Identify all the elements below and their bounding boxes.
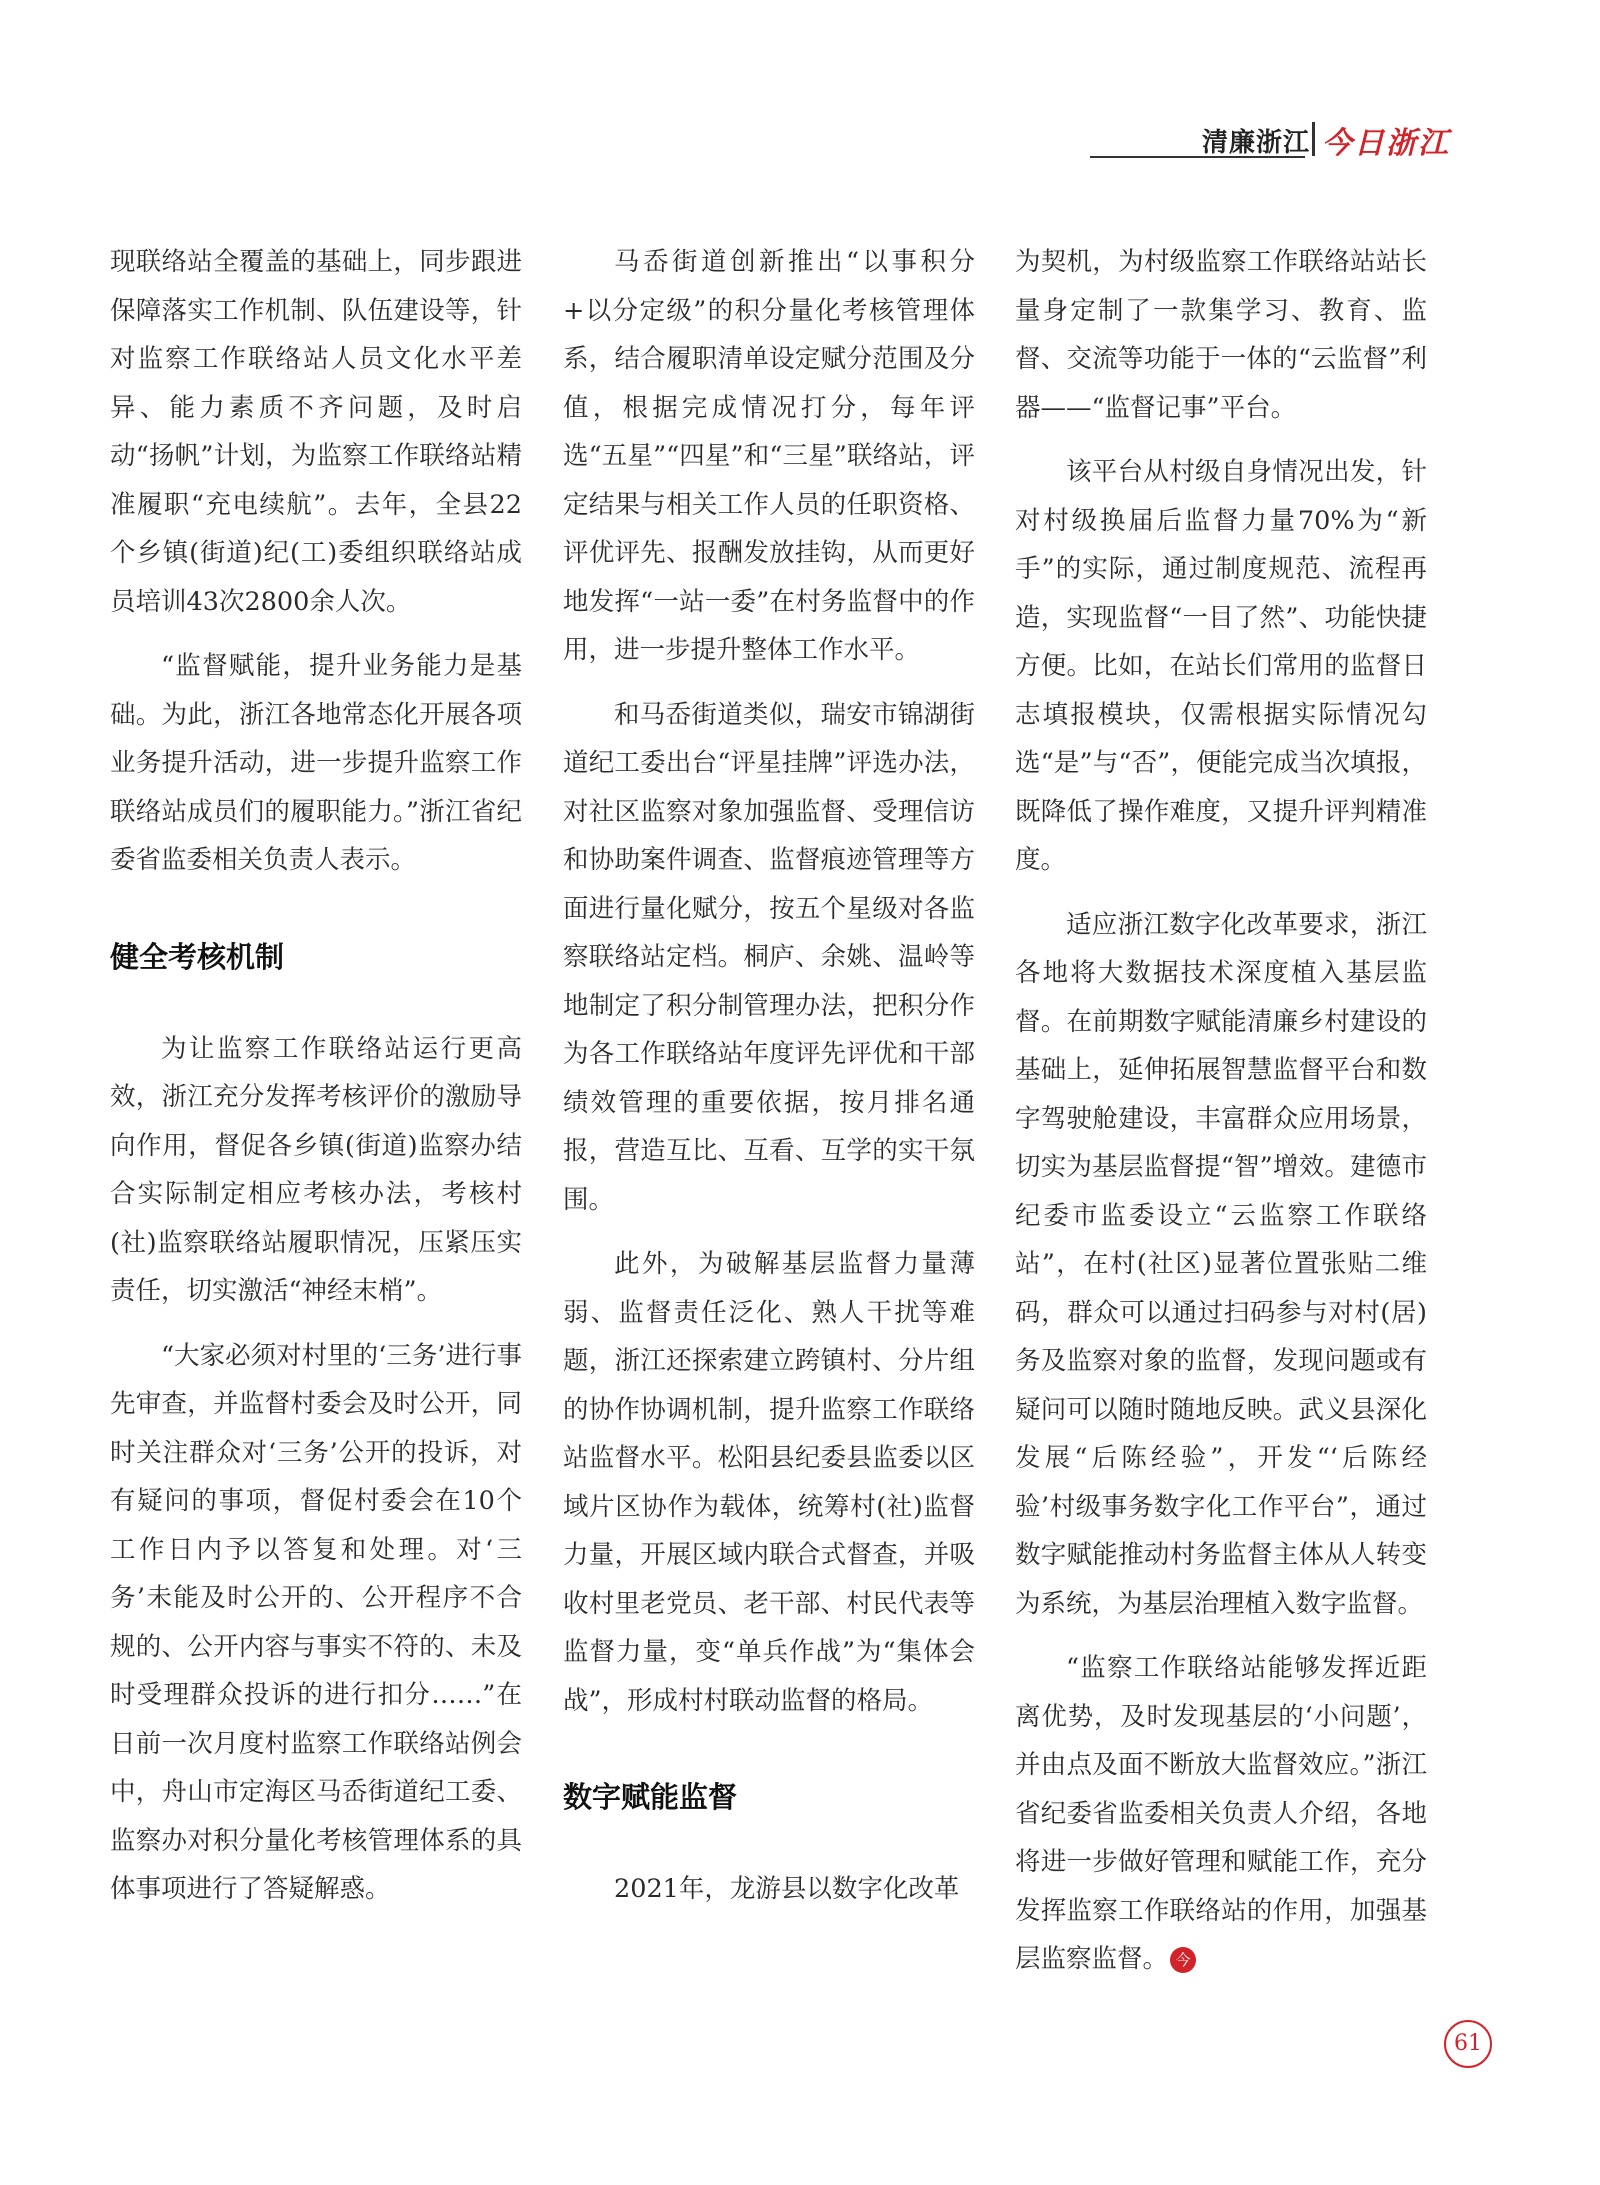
paragraph-text: “监察工作联络站能够发挥近距离优势，及时发现基层的‘小问题’，并由点及面不断放大监督效应。”浙江省纪委省监委相关负责人介绍，各地将进一步做好管理和赋能工作，充分发挥监察工作联络站的作用，加强基层监察监督。 — [1015, 1653, 1427, 1974]
body-paragraph — [1015, 238, 1427, 432]
body-paragraph — [563, 1240, 975, 1725]
body-paragraph — [1015, 1644, 1427, 1984]
body-paragraph — [563, 1865, 975, 1914]
article-end-mark: 今 — [1170, 1947, 1196, 1973]
paragraph-text: 为让监察工作联络站运行更高效，浙江充分发挥考核评价的激励导向作用，督促各乡镇(街道)监察办结合实际制定相应考核办法，考核村(社)监察联络站履职情况，压紧压实责任，切实激活“神经末梢”。 — [110, 1033, 522, 1306]
paragraph-text: 适应浙江数字化改革要求，浙江各地将大数据技术深度植入基层监督。在前期数字赋能清廉乡村建设的基础上，延伸拓展智慧监督平台和数字驾驶舱建设，丰富群众应用场景，切实为基层监督提“智”增效。建德市纪委市监委设立“云监察工作联络站”，在村(社区)显著位置张贴二维码，群众可以通过扫码参与对村(居)务及监察对象的监督，发现问题或有疑问可以随时随地反映。武义县深化发展“后陈经验”，开发“‘后陈经验’村级事务数字化工作平台”，通过数字赋能推动村务监督主体从人转变为系统，为基层治理植入数字监督。 — [1015, 909, 1427, 1619]
body-paragraph — [563, 238, 975, 675]
paragraph-text: 为契机，为村级监察工作联络站站长量身定制了一款集学习、教育、监督、交流等功能于一体的“云监督”利器——“监督记事”平台。 — [1015, 247, 1427, 423]
paragraph-text: “监督赋能，提升业务能力是基础。为此，浙江各地常态化开展各项业务提升活动，进一步提升监察工作联络站成员们的履职能力。”浙江省纪委省监委相关负责人表示。 — [110, 651, 522, 875]
body-paragraph — [1015, 901, 1427, 1629]
header-divider — [1312, 122, 1315, 156]
paragraph-text: “大家必须对村里的‘三务’进行事先审查，并监督村委会及时公开，同时关注群众对‘三务’公开的投诉，对有疑问的事项，督促村委会在10个工作日内予以答复和处理。对‘三务’未能及时公开的、公开程序不合规的、公开内容与事实不符的、未及时受理群众投诉的进行扣分……”在日前一次月度村监察工作联络站例会中，舟山市定海区马岙街道纪工委、监察办对积分量化考核管理体系的具体事项进行了答疑解惑。 — [110, 1340, 522, 1904]
paragraph-text: 马岙街道创新推出“以事积分+以分定级”的积分量化考核管理体系，结合履职清单设定赋分范围及分值，根据完成情况打分，每年评选“五星”“四星”和“三星”联络站，评定结果与相关工作人员的任职资格、评优评先、报酬发放挂钩，从而更好地发挥“一站一委”在村务监督中的作用，进一步提升整体工作水平。 — [563, 247, 975, 665]
body-paragraph — [110, 642, 522, 885]
paragraph-text: 该平台从村级自身情况出发，针对村级换届后监督力量70%为“新手”的实际，通过制度规范、流程再造，实现监督“一目了然”、功能快捷方便。比如，在站长们常用的监督日志填报模块，仅需根据实际情况勾选“是”与“否”，便能完成当次填报，既降低了操作难度，又提升评判精准度。 — [1015, 457, 1427, 875]
body-paragraph — [110, 238, 522, 626]
body-paragraph — [1015, 448, 1427, 885]
text-column-1 — [110, 238, 522, 1930]
section-title: 清廉浙江 — [1202, 128, 1311, 158]
page-header — [1090, 118, 1450, 164]
paragraph-text: 现联络站全覆盖的基础上，同步跟进保障落实工作机制、队伍建设等，针对监察工作联络站人员文化水平差异、能力素质不齐问题，及时启动“扬帆”计划，为监察工作联络站精准履职“充电续航”。去年，全县22个乡镇(街道)纪(工)委组织联络站成员培训43次2800余人次。 — [110, 247, 522, 617]
text-column-2 — [563, 238, 975, 1930]
text-column-3 — [1015, 238, 1427, 2000]
paragraph-text: 和马岙街道类似，瑞安市锦湖街道纪工委出台“评星挂牌”评选办法，对社区监察对象加强监督、受理信访和协助案件调查、监督痕迹管理等方面进行量化赋分，按五个星级对各监察联络站定档。桐庐、余姚、温岭等地制定了积分制管理办法，把积分作为各工作联络站年度评先评优和干部绩效管理的重要依据，按月排名通报，营造互比、互看、互学的实干氛围。 — [563, 699, 975, 1215]
paragraph-text: 2021年，龙游县以数字化改革 — [614, 1874, 960, 1904]
body-paragraph — [110, 1332, 522, 1914]
section-heading: 数字赋能监督 — [563, 1780, 738, 1814]
page-number: 61 — [1444, 2020, 1492, 2068]
paragraph-text: 此外，为破解基层监督力量薄弱、监督责任泛化、熟人干扰等难题，浙江还探索建立跨镇村、分片组的协作协调机制，提升监察工作联络站监督水平。松阳县纪委县监委以区域片区协作为载体，统筹村(社)监督力量，开展区域内联合式督查，并吸收村里老党员、老干部、村民代表等监督力量，变“单兵作战”为“集体会战”，形成村村联动监督的格局。 — [563, 1249, 975, 1716]
section-heading: 健全考核机制 — [110, 939, 285, 974]
body-paragraph — [110, 1025, 522, 1316]
magazine-logo: 今日浙江 — [1322, 126, 1450, 161]
body-paragraph — [563, 691, 975, 1225]
